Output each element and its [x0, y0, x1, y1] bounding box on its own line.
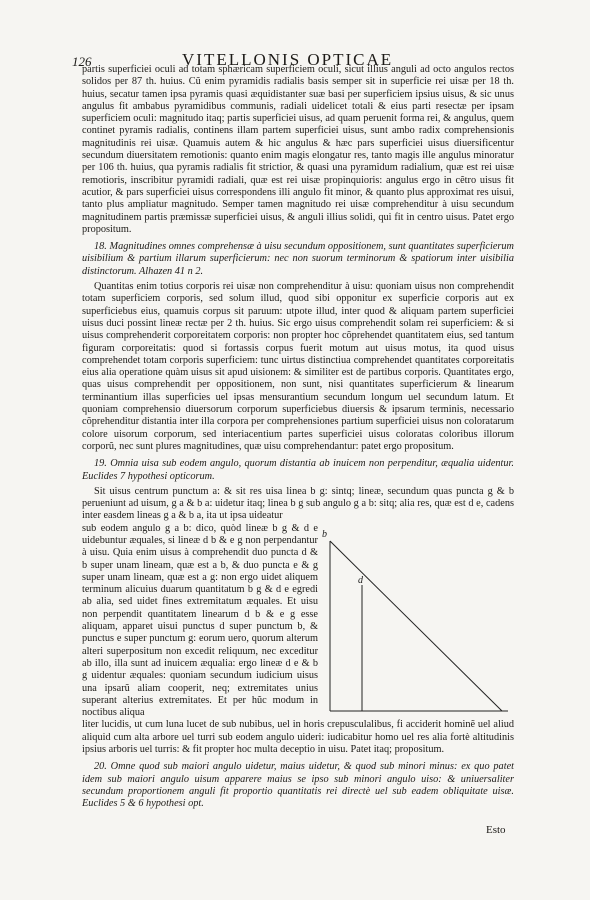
proposition-19: 19. Omnia uisa sub eodem angulo, quorum distantia ab inuicem non perpenditur, æqualia uidentur. Euclides 7 hypothesi opticorum.	[82, 458, 514, 482]
proposition-18: 18. Magnitudines omnes comprehensæ à uisu secundum oppositionem, sunt quantitates superficierum uisibilium & partium illarum superficierum: nec non suorum terminorum & spatiorum inter uisibilia distinctorum. Alhazen 41 n 2.	[82, 241, 514, 277]
page-number: 126	[72, 54, 92, 69]
label-b: b	[322, 528, 327, 540]
running-head: VITELLONIS OPTICAE	[182, 50, 394, 69]
paragraph-19-side: sub eodem angulo g a b: dico, quòd lineæ b g & d e uidebuntur æquales, si lineæ d b & e g non perpendantur à uisu. Quia enim uisus à comprehendit duo puncta d & b super unam lineam, quæ est a b, & duo puncta e & g super unam lineam, quæ est a g: non ergo uidet aliquem terminum alicuius duarum quantitatum b g & d e egredi ab alia, sed uidet fines extremitatum æquales. Et uisu non perpendit quantitatem linearum d b & e g esse aliquam, apparet uisui punctus d super punctum b, & punctus e super punctum g: eorum uero, quorum alterum alteri superpositum non excedit reliquum, nec exceditur ab illo, illa sunt ad inuicem æqualia: ergo lineæ d e & b g uidentur æquales: quoniam secundum iudicium uisus una ipsarũ aliam cooperit, neq; extremitates unius superant alterius extremitates. Et per hũc modum in noctibus aliqua	[82, 522, 318, 719]
label-d: d	[358, 574, 363, 586]
proposition-20: 20. Omne quod sub maiori angulo uidetur, maius uidetur, & quod sub minori minus: ex quo patet idem sub maiori angulo uisum apparere maius se ipso sub minori angulo uiso: & uniuersaliter secundum proportionem anguli fit proportio quantitatis rei directè uel sub eadem obliquitate uisæ. Euclides 5 & 6 hypothesi opt.	[82, 761, 514, 810]
catchword: Esto	[486, 824, 506, 836]
figure-block	[82, 523, 514, 720]
figure-side-text	[82, 523, 318, 720]
geometric-figure	[322, 523, 514, 713]
paragraph-19-lead: Sit uisus centrum punctum a: & sit res uisa linea b g: sintq; lineæ, secundum quas puncta g & b perueniunt ad uisum, g a & b a: uidetur itaq; linea b g sub angulo g a b: sitq; alia res, quæ est d e, cadens inter easdem lineas g a & b a, ita ut ipsa uideatur	[82, 485, 514, 522]
paragraph-top: partis superficiei oculi ad totam sphæricam superficiem oculi, sicut illius anguli ad octo angulos rectos solidos per 87 th. huius. Cũ enim pyramidis radialis basis semper sit in superficie rei uisæ per 18 th. huius, secatur tamen ipsa pyramis quasi æquidistanter suæ basi per superficiem ipsius uisus, & sic unus angulus fit ambabus pyramidibus communis, radiali uidelicet totali & eius parti resectæ per ipsam superficiem oculi: magnitudo itaq; partis superficiei uisus, ad quam peruenit forma rei, & angulus, quem continet pyramis radialis, continens illam partem superficiei uisus, sunt ambo radix comprehensionis magnitudinis rei uisæ. Quamuis autem & hic angulus & hæc pars superficiei uisus diuersificentur secundum diuersitatem remotionis: quanto enim magis elongatur res, tanto magis ille angulus minoratur per 106 th. huius, qua pyramis radialis fit strictior, & quasi una pyramidum radialium, quæ est rei uisæ remotioris, inscribitur pyramidi radiali, quæ est rei uisæ propinquioris: angulus ergo in cẽtro uisus fit acutior, & pars superficiei uisus correspondens illi angulo fit minor, & quanto plus approximat res uisui, tanto plus ampliatur magnitudo. Semper tamen magnitudo rei uisæ comprehenditur à uisu secundum magnitudinem partis præmissæ superficiei uisus, & anguli illius solidi, qui fit in centro uisus. Patet ergo propositum.	[82, 64, 514, 235]
page-header	[72, 40, 522, 69]
line-ba	[330, 541, 502, 711]
paragraph-18-proof: Quantitas enim totius corporis rei uisæ non comprehenditur à uisu: quoniam uisus non comprehendit totam superficiem corporis, sed solum illud, quod sibi opponitur ex superficie corporis aut ex superficiebus eius, quamuis corpus sit paruum: utpote illud, inter quod & aliquam partem superficiei uisus duci possint lineæ rectæ per 2 th. huius. Sic ergo uisus comprehendit solam rei superficiem: & si uisus comprehenderit corporeitatem corporis: non propter hoc cõprehendet quantitatem eius, sed tantum figuram corporeitatis: quod si fortassis corpus fuerit motum aut uisus motus, ita quod uisus comprehendet totam corporis superficiem: tunc uirtus distinctiua comprehendet quantitates corporeitatis eius alia operatione quàm uisus sit apud uisionem: & similiter est de partibus corporis. Quantitates ergo, quas uisus comprehendit per oppositionem, non sunt, nisi quantitates superficierum & linearum terminantium illas superficies uel ipsas mensurantium secundum longum uel secundum latum. Et quoniam comprehensio diuersorum corporum superficiebus diuersis & ipsarum terminis, necessario cõprehenditur distantia inter illa corpora per comprehensiones partium superficiei uisus non coloratarum colore uisorum corporum, sed interiacentium partes superficiei uisus coloratas coloribus illorum corporũ, nec sunt plures magnitudines, quæ uisu comprehendantur: patet ergo propositum.	[82, 281, 514, 452]
text-body	[82, 64, 514, 811]
paragraph-19-tail: liter lucidis, ut cum luna lucet de sub nubibus, uel in horis crepusculalibus, fi acciderit hominẽ uel aliud aliquid cum alta arbore uel turri sub eodem angulo uideri: iudicabitur homo uel res alia fortè altitudinis ipsius arboris uel turris: & fit propter hoc multa deceptio in uisu. Patet itaq; propositum.	[82, 719, 514, 756]
